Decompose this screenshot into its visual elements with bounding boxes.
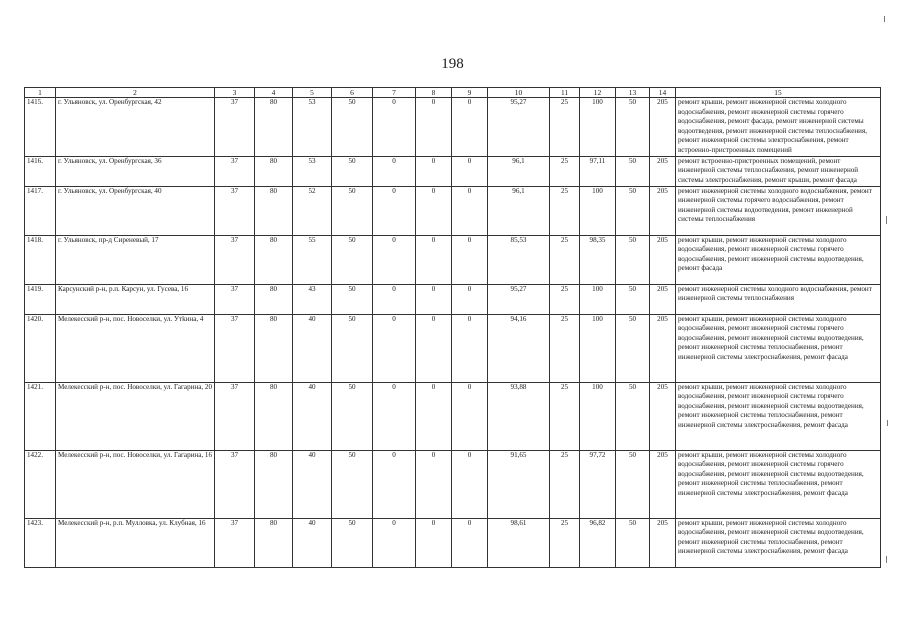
cell-row-index: 1422.: [25, 450, 56, 518]
cell-col-10: 95,27: [488, 284, 550, 314]
cell-col-9: 0: [452, 156, 488, 186]
cell-address: г. Ульяновск, ул. Оренбургская, 40: [56, 186, 215, 235]
cell-col-3: 37: [215, 314, 255, 382]
cell-col-10: 93,88: [488, 382, 550, 450]
column-header-14: 14: [650, 88, 676, 98]
table-row: [25, 235, 881, 284]
cell-col-13: 50: [616, 98, 650, 157]
cell-row-index: 1423.: [25, 518, 56, 567]
cell-col-3: 37: [215, 450, 255, 518]
cell-work-types: ремонт крыши, ремонт инженерной системы холодного водоснабжения, ремонт инженерной системы горячего водоснабжения, ремонт инженерной системы водоотведения, ремонт фасада: [676, 235, 881, 284]
cell-col-14: 205: [650, 284, 676, 314]
cell-col-11: 25: [550, 314, 580, 382]
cell-work-types: ремонт крыши, ремонт инженерной системы холодного водоснабжения, ремонт инженерной системы водоотведения, ремонт инженерной системы теплоснабжения, ремонт инженерной системы электроснабжения, ремонт фасада: [676, 518, 881, 567]
cell-col-5: 53: [293, 156, 332, 186]
cell-col-13: 50: [616, 186, 650, 235]
cell-col-8: 0: [416, 314, 452, 382]
cell-col-3: 37: [215, 518, 255, 567]
cell-row-index: 1420.: [25, 314, 56, 382]
cell-col-13: 50: [616, 284, 650, 314]
cell-col-6: 50: [332, 98, 373, 157]
cell-col-10: 95,27: [488, 98, 550, 157]
cell-col-11: 25: [550, 235, 580, 284]
cell-col-12: 100: [580, 314, 616, 382]
cell-col-6: 50: [332, 382, 373, 450]
cell-col-10: 91,65: [488, 450, 550, 518]
cell-col-3: 37: [215, 186, 255, 235]
cell-work-types: ремонт инженерной системы холодного водоснабжения, ремонт инженерной системы горячего водоснабжения, ремонт инженерной системы водоотведения, ремонт инженерной системы теплоснабжения: [676, 186, 881, 235]
column-header-7: 7: [373, 88, 416, 98]
table-row: [25, 382, 881, 450]
cell-col-7: 0: [373, 382, 416, 450]
cell-col-5: 55: [293, 235, 332, 284]
scan-mark: [884, 16, 885, 22]
cell-col-3: 37: [215, 235, 255, 284]
cell-col-14: 205: [650, 382, 676, 450]
column-header-8: 8: [416, 88, 452, 98]
cell-col-9: 0: [452, 518, 488, 567]
cell-col-4: 80: [255, 314, 293, 382]
cell-col-12: 100: [580, 186, 616, 235]
cell-col-12: 97,11: [580, 156, 616, 186]
cell-row-index: 1417.: [25, 186, 56, 235]
header-row: [25, 88, 881, 98]
cell-col-14: 205: [650, 235, 676, 284]
table-body: [25, 98, 881, 568]
cell-col-10: 96,1: [488, 186, 550, 235]
cell-col-6: 50: [332, 314, 373, 382]
cell-col-10: 96,1: [488, 156, 550, 186]
cell-col-11: 25: [550, 450, 580, 518]
column-header-2: 2: [56, 88, 215, 98]
scan-mark: [886, 556, 887, 563]
column-header-15: 15: [676, 88, 881, 98]
capital-repair-table: [24, 87, 881, 568]
table-row: [25, 98, 881, 157]
cell-col-7: 0: [373, 235, 416, 284]
cell-col-8: 0: [416, 98, 452, 157]
cell-row-index: 1415.: [25, 98, 56, 157]
column-header-9: 9: [452, 88, 488, 98]
cell-col-3: 37: [215, 98, 255, 157]
cell-col-13: 50: [616, 156, 650, 186]
table-row: [25, 518, 881, 567]
cell-address: Карсунский р-н, р.п. Карсун, ул. Гусева, 16: [56, 284, 215, 314]
cell-col-8: 0: [416, 382, 452, 450]
cell-row-index: 1418.: [25, 235, 56, 284]
cell-col-5: 40: [293, 382, 332, 450]
cell-col-12: 97,72: [580, 450, 616, 518]
cell-address: Мелекесский р-н, р.п. Мулловка, ул. Клубная, 16: [56, 518, 215, 567]
cell-col-8: 0: [416, 186, 452, 235]
cell-col-10: 98,61: [488, 518, 550, 567]
cell-col-5: 52: [293, 186, 332, 235]
column-header-5: 5: [293, 88, 332, 98]
table-row: [25, 450, 881, 518]
table-row: [25, 314, 881, 382]
cell-col-13: 50: [616, 450, 650, 518]
column-header-12: 12: [580, 88, 616, 98]
cell-row-index: 1416.: [25, 156, 56, 186]
cell-col-11: 25: [550, 382, 580, 450]
column-header-10: 10: [488, 88, 550, 98]
cell-col-9: 0: [452, 314, 488, 382]
cell-col-9: 0: [452, 98, 488, 157]
cell-col-9: 0: [452, 382, 488, 450]
cell-col-8: 0: [416, 156, 452, 186]
cell-col-4: 80: [255, 186, 293, 235]
cell-col-14: 205: [650, 314, 676, 382]
cell-col-9: 0: [452, 186, 488, 235]
cell-col-3: 37: [215, 284, 255, 314]
cell-row-index: 1421.: [25, 382, 56, 450]
cell-col-12: 100: [580, 98, 616, 157]
cell-col-7: 0: [373, 156, 416, 186]
cell-col-8: 0: [416, 235, 452, 284]
cell-work-types: ремонт крыши, ремонт инженерной системы холодного водоснабжения, ремонт инженерной системы горячего водоснабжения, ремонт инженерной системы водоотведения, ремонт инженерной системы теплоснабжения, ремонт инженерной системы электроснабжения, ремонт фасада: [676, 382, 881, 450]
cell-col-4: 80: [255, 450, 293, 518]
cell-work-types: ремонт крыши, ремонт инженерной системы холодного водоснабжения, ремонт инженерной системы горячего водоснабжения, ремонт инженерной системы водоотведения, ремонт инженерной системы теплоснабжения, ремонт инженерной системы электроснабжения, ремонт фасада: [676, 450, 881, 518]
cell-col-14: 205: [650, 156, 676, 186]
cell-row-index: 1419.: [25, 284, 56, 314]
cell-work-types: ремонт крыши, ремонт инженерной системы холодного водоснабжения, ремонт инженерной системы горячего водоснабжения, ремонт инженерной системы водоотведения, ремонт инженерной системы теплоснабжения, ремонт инженерной системы электроснабжения, ремонт фасада: [676, 314, 881, 382]
cell-col-13: 50: [616, 314, 650, 382]
cell-col-9: 0: [452, 235, 488, 284]
cell-col-6: 50: [332, 186, 373, 235]
cell-col-11: 25: [550, 518, 580, 567]
cell-col-7: 0: [373, 450, 416, 518]
cell-col-6: 50: [332, 450, 373, 518]
cell-address: Мелекесский р-н, пос. Новоселки, ул. Утkина, 4: [56, 314, 215, 382]
column-header-11: 11: [550, 88, 580, 98]
cell-address: Мелекесский р-н, пос. Новоселки, ул. Гагарина, 20: [56, 382, 215, 450]
cell-col-7: 0: [373, 314, 416, 382]
cell-work-types: ремонт крыши, ремонт инженерной системы холодного водоснабжения, ремонт инженерной системы горячего водоснабжения, ремонт фасада, ремонт инженерной системы водоотведения, ремонт инженерной системы теплоснабжения, ремонт инженерной системы электроснабжения, ремонт встроенно-пристроенных помещений: [676, 98, 881, 157]
cell-col-12: 100: [580, 382, 616, 450]
cell-col-9: 0: [452, 284, 488, 314]
cell-col-14: 205: [650, 186, 676, 235]
cell-address: г. Ульяновск, пр-д Сиреневый, 17: [56, 235, 215, 284]
cell-col-3: 37: [215, 156, 255, 186]
cell-col-5: 53: [293, 98, 332, 157]
cell-col-11: 25: [550, 156, 580, 186]
cell-col-14: 205: [650, 518, 676, 567]
cell-col-11: 25: [550, 98, 580, 157]
cell-col-8: 0: [416, 284, 452, 314]
cell-col-8: 0: [416, 518, 452, 567]
cell-col-4: 80: [255, 284, 293, 314]
cell-col-9: 0: [452, 450, 488, 518]
cell-col-4: 80: [255, 98, 293, 157]
cell-col-11: 25: [550, 186, 580, 235]
column-header-13: 13: [616, 88, 650, 98]
cell-col-12: 100: [580, 284, 616, 314]
cell-col-13: 50: [616, 518, 650, 567]
cell-col-10: 85,53: [488, 235, 550, 284]
page-number: 198: [441, 56, 464, 72]
cell-col-5: 43: [293, 284, 332, 314]
cell-col-12: 96,82: [580, 518, 616, 567]
cell-col-4: 80: [255, 235, 293, 284]
cell-col-7: 0: [373, 98, 416, 157]
cell-col-6: 50: [332, 156, 373, 186]
cell-col-12: 98,35: [580, 235, 616, 284]
table-row: [25, 156, 881, 186]
table-row: [25, 186, 881, 235]
cell-col-14: 205: [650, 450, 676, 518]
column-header-3: 3: [215, 88, 255, 98]
cell-col-5: 40: [293, 518, 332, 567]
cell-col-6: 50: [332, 518, 373, 567]
scan-mark: [887, 420, 888, 426]
column-header-4: 4: [255, 88, 293, 98]
cell-col-4: 80: [255, 156, 293, 186]
cell-col-5: 40: [293, 450, 332, 518]
column-header-6: 6: [332, 88, 373, 98]
column-header-1: 1: [25, 88, 56, 98]
table-row: [25, 284, 881, 314]
cell-col-7: 0: [373, 186, 416, 235]
cell-col-6: 50: [332, 235, 373, 284]
cell-col-11: 25: [550, 284, 580, 314]
cell-col-10: 94,16: [488, 314, 550, 382]
cell-col-6: 50: [332, 284, 373, 314]
cell-col-8: 0: [416, 450, 452, 518]
cell-col-13: 50: [616, 235, 650, 284]
cell-col-7: 0: [373, 284, 416, 314]
cell-col-13: 50: [616, 382, 650, 450]
cell-work-types: ремонт встроенно-пристроенных помещений, ремонт инженерной системы теплоснабжения, ремонт инженерной системы электроснабжения, ремонт крыши, ремонт фасада: [676, 156, 881, 186]
cell-col-3: 37: [215, 382, 255, 450]
cell-col-5: 40: [293, 314, 332, 382]
scan-mark: [886, 216, 887, 224]
cell-address: г. Ульяновск, ул. Оренбургская, 42: [56, 98, 215, 157]
cell-col-4: 80: [255, 382, 293, 450]
cell-work-types: ремонт инженерной системы холодного водоснабжения, ремонт инженерной системы теплоснабжения: [676, 284, 881, 314]
cell-col-7: 0: [373, 518, 416, 567]
cell-address: Мелекесский р-н, пос. Новоселки, ул. Гагарина, 16: [56, 450, 215, 518]
cell-col-14: 205: [650, 98, 676, 157]
cell-address: г. Ульяновск, ул. Оренбургская, 36: [56, 156, 215, 186]
cell-col-4: 80: [255, 518, 293, 567]
